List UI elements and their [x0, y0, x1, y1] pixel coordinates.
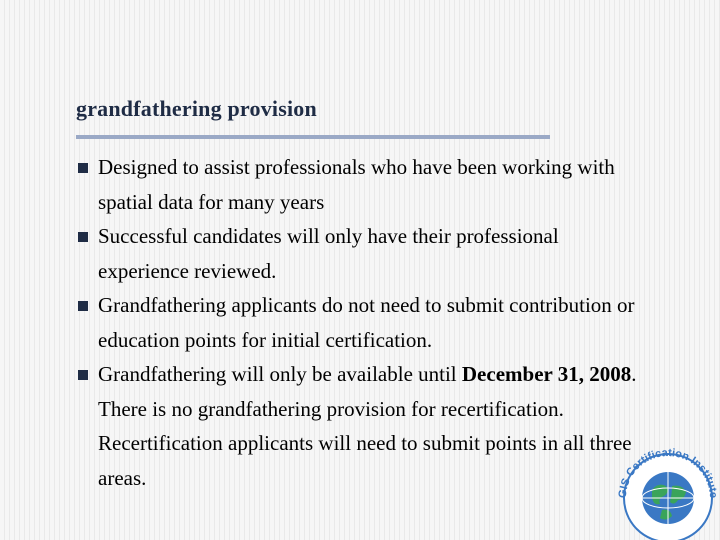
- bullet-item-1: [78, 150, 638, 219]
- gisci-logo: [612, 440, 720, 540]
- bullet-text: Successful candidates will only have their professional experience reviewed.: [98, 224, 559, 283]
- square-bullet-icon: [78, 301, 88, 311]
- bullet-item-4: [78, 357, 638, 495]
- bullet-text: Designed to assist professionals who have been working with spatial data for many years: [98, 155, 615, 214]
- bullet-item-3: [78, 288, 638, 357]
- deadline-date: December 31, 2008: [461, 362, 632, 386]
- square-bullet-icon: [78, 232, 88, 242]
- logo-text-path: GIS Certification Institute: [616, 446, 720, 499]
- bullet-text-after: . There is no grandfathering provision for recertification. Recertification applicants will need to submit points in all three areas.: [98, 362, 637, 490]
- square-bullet-icon: [78, 370, 88, 380]
- square-bullet-icon: [78, 163, 88, 173]
- bullet-item-2: [78, 219, 638, 288]
- bullet-text: Grandfathering applicants do not need to submit contribution or education points for initial certification.: [98, 293, 635, 352]
- bullet-text-before: Grandfathering will only be available until: [98, 362, 462, 386]
- slide-title: grandfathering provision: [76, 96, 317, 121]
- title-underline: [76, 135, 550, 139]
- bullet-list: [78, 150, 638, 495]
